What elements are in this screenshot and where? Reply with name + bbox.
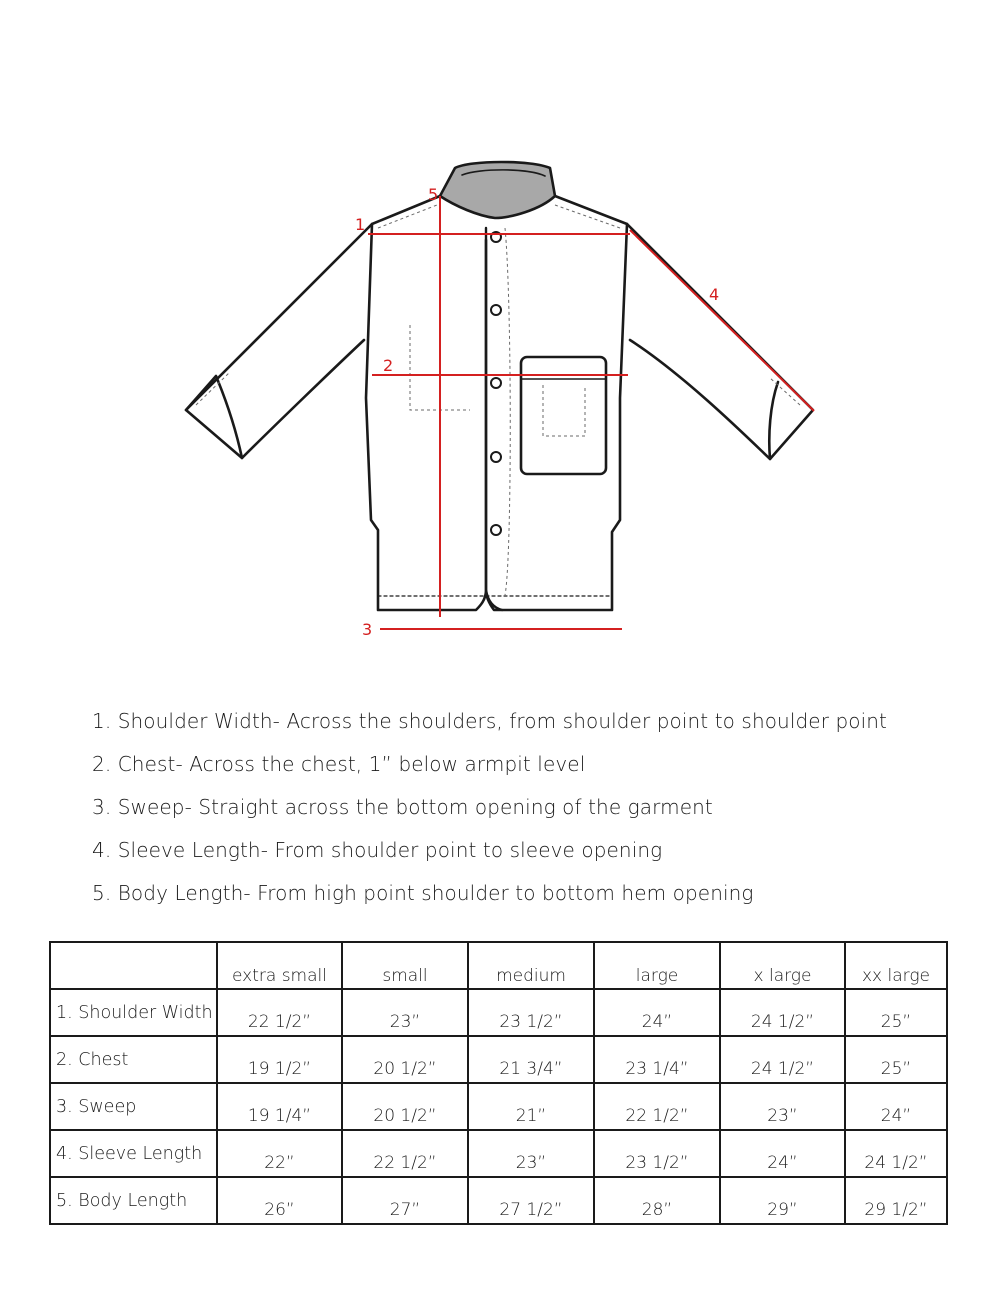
table-cell: 26”: [217, 1177, 342, 1224]
table-cell: 20 1/2”: [342, 1083, 468, 1130]
table-cell: 27”: [342, 1177, 468, 1224]
table-cell: 23”: [342, 989, 468, 1036]
table-cell: 24”: [720, 1130, 845, 1177]
table-cell: 22 1/2”: [217, 989, 342, 1036]
definition-sleeve-length: 4. Sleeve Length- From shoulder point to sleeve opening: [92, 838, 663, 862]
table-cell: 28”: [594, 1177, 720, 1224]
header-small: small: [342, 942, 468, 989]
definition-shoulder-width: 1. Shoulder Width- Across the shoulders, from shoulder point to shoulder point: [92, 709, 887, 733]
left-sleeve: [186, 224, 372, 458]
table-row: [50, 1130, 947, 1177]
table-cell: 22”: [217, 1130, 342, 1177]
table-cell: 23”: [720, 1083, 845, 1130]
row-label: 3. Sweep: [50, 1083, 217, 1130]
marker-3: 3: [362, 620, 373, 639]
definition-chest: 2. Chest- Across the chest, 1” below armpit level: [92, 752, 586, 776]
header-medium: medium: [468, 942, 594, 989]
marker-1: 1: [355, 215, 366, 234]
table-cell: 27 1/2”: [468, 1177, 594, 1224]
table-cell: 25”: [845, 989, 947, 1036]
table-cell: 19 1/4”: [217, 1083, 342, 1130]
table-cell: 22 1/2”: [342, 1130, 468, 1177]
table-cell: 24 1/2”: [845, 1130, 947, 1177]
table-row: [50, 989, 947, 1036]
marker-5: 5: [428, 185, 439, 204]
header-blank: [50, 942, 217, 989]
table-cell: 24 1/2”: [720, 989, 845, 1036]
table-cell: 25”: [845, 1036, 947, 1083]
header-xx-large: xx large: [845, 942, 947, 989]
table-cell: 23 1/4”: [594, 1036, 720, 1083]
row-label: 2. Chest: [50, 1036, 217, 1083]
table-cell: 29”: [720, 1177, 845, 1224]
table-cell: 20 1/2”: [342, 1036, 468, 1083]
button: [491, 378, 501, 388]
row-label: 4. Sleeve Length: [50, 1130, 217, 1177]
header-extra-small: extra small: [217, 942, 342, 989]
marker-4: 4: [709, 285, 720, 304]
button: [491, 452, 501, 462]
measurement-definitions: [92, 700, 887, 915]
table-row: [50, 1177, 947, 1224]
table-cell: 19 1/2”: [217, 1036, 342, 1083]
table-cell: 23 1/2”: [594, 1130, 720, 1177]
button: [491, 525, 501, 535]
table-cell: 24”: [594, 989, 720, 1036]
table-row: [50, 1083, 947, 1130]
table-header-row: [50, 942, 947, 989]
right-sleeve: [627, 224, 813, 459]
definition-body-length: 5. Body Length- From high point shoulder to bottom hem opening: [92, 881, 754, 905]
button: [491, 305, 501, 315]
table-cell: 22 1/2”: [594, 1083, 720, 1130]
table-cell: 21”: [468, 1083, 594, 1130]
row-label: 5. Body Length: [50, 1177, 217, 1224]
header-x-large: x large: [720, 942, 845, 989]
header-large: large: [594, 942, 720, 989]
table-cell: 29 1/2”: [845, 1177, 947, 1224]
row-label: 1. Shoulder Width: [50, 989, 217, 1036]
table-row: [50, 1036, 947, 1083]
table-cell: 23”: [468, 1130, 594, 1177]
table-cell: 21 3/4”: [468, 1036, 594, 1083]
table-cell: 24 1/2”: [720, 1036, 845, 1083]
table-cell: 24”: [845, 1083, 947, 1130]
size-chart-table: [49, 941, 948, 1225]
definition-sweep: 3. Sweep- Straight across the bottom opening of the garment: [92, 795, 713, 819]
table-cell: 23 1/2”: [468, 989, 594, 1036]
marker-2: 2: [383, 356, 394, 375]
